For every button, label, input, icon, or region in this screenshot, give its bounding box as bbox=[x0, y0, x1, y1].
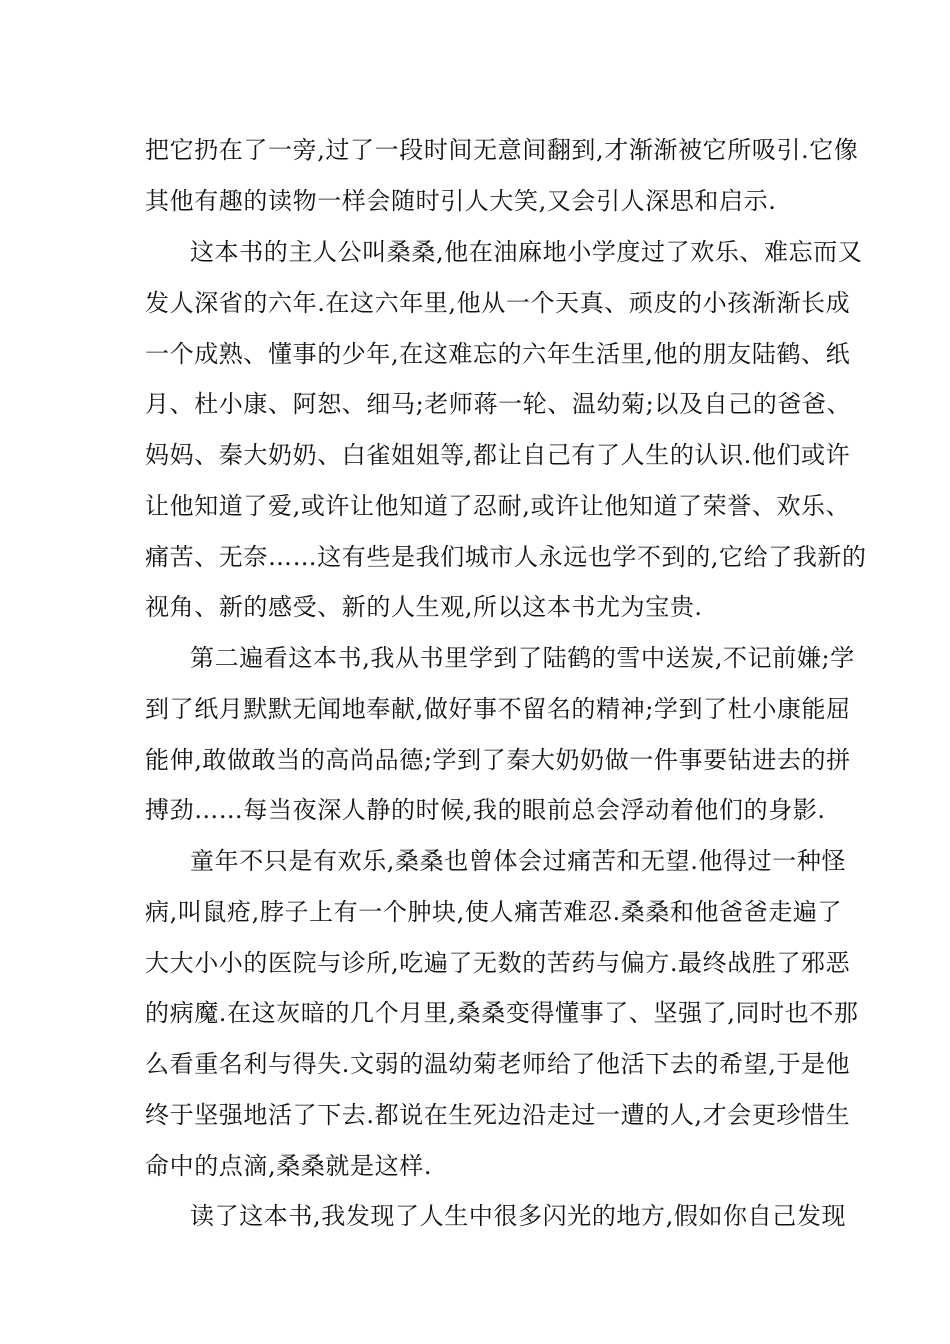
paragraph-4-line-2: 病,叫鼠疮,脖子上有一个肿块,使人痛苦难忍.桑桑和他爸爸走遍了 bbox=[145, 898, 843, 926]
paragraph-3-line-1: 第二遍看这本书,我从书里学到了陆鹤的雪中送炭,不记前嫌;学 bbox=[190, 644, 855, 672]
paragraph-2-line-3: 一个成熟、懂事的少年,在这难忘的六年生活里,他的朋友陆鹤、纸 bbox=[145, 340, 851, 368]
paragraph-2-line-4: 月、杜小康、阿恕、细马;老师蒋一轮、温幼菊;以及自己的爸爸、 bbox=[145, 390, 852, 418]
paragraph-4-line-5: 么看重名利与得失.文弱的温幼菊老师给了他活下去的希望,于是他 bbox=[145, 1050, 851, 1078]
paragraph-2-line-2: 发人深省的六年.在这六年里,他从一个天真、顽皮的小孩渐渐长成 bbox=[145, 289, 851, 317]
paragraph-1-line-2: 其他有趣的读物一样会随时引人大笑,又会引人深思和启示. bbox=[145, 187, 777, 215]
paragraph-1-line-1: 把它扔在了一旁,过了一段时间无意间翻到,才渐渐被它所吸引.它像 bbox=[145, 136, 859, 164]
paragraph-2-line-7: 痛苦、无奈……这有些是我们城市人永远也学不到的,它给了我新的 bbox=[145, 543, 867, 571]
paragraph-4-line-3: 大大小小的医院与诊所,吃遍了无数的苦药与偏方.最终战胜了邪恶 bbox=[145, 949, 851, 977]
paragraph-3-line-3: 能伸,敢做敢当的高尚品德;学到了秦大奶奶做一件事要钻进去的拼 bbox=[145, 746, 851, 774]
paragraph-2-line-5: 妈妈、秦大奶奶、白雀姐姐等,都让自己有了人生的认识.他们或许 bbox=[145, 441, 851, 469]
paragraph-3-line-2: 到了纸月默默无闻地奉献,做好事不留名的精神;学到了杜小康能屈 bbox=[145, 695, 851, 723]
paragraph-3-line-4: 搏劲……每当夜深人静的时候,我的眼前总会浮动着他们的身影. bbox=[145, 796, 826, 824]
paragraph-4-line-4: 的病魔.在这灰暗的几个月里,桑桑变得懂事了、坚强了,同时也不那 bbox=[145, 999, 859, 1027]
paragraph-4-line-6: 终于坚强地活了下去.都说在生死边沿走过一遭的人,才会更珍惜生 bbox=[145, 1101, 851, 1129]
paragraph-2-line-1: 这本书的主人公叫桑桑,他在油麻地小学度过了欢乐、难忘而又 bbox=[190, 238, 863, 266]
paragraph-2-line-6: 让他知道了爱,或许让他知道了忍耐,或许让他知道了荣誉、欢乐、 bbox=[145, 492, 851, 520]
paragraph-4-line-7: 命中的点滴,桑桑就是这样. bbox=[145, 1152, 433, 1180]
paragraph-5-line-1: 读了这本书,我发现了人生中很多闪光的地方,假如你自己发现 bbox=[190, 1202, 847, 1230]
paragraph-4-line-1: 童年不只是有欢乐,桑桑也曾体会过痛苦和无望.他得过一种怪 bbox=[190, 847, 847, 875]
paragraph-2-line-8: 视角、新的感受、新的人生观,所以这本书尤为宝贵. bbox=[145, 593, 703, 621]
